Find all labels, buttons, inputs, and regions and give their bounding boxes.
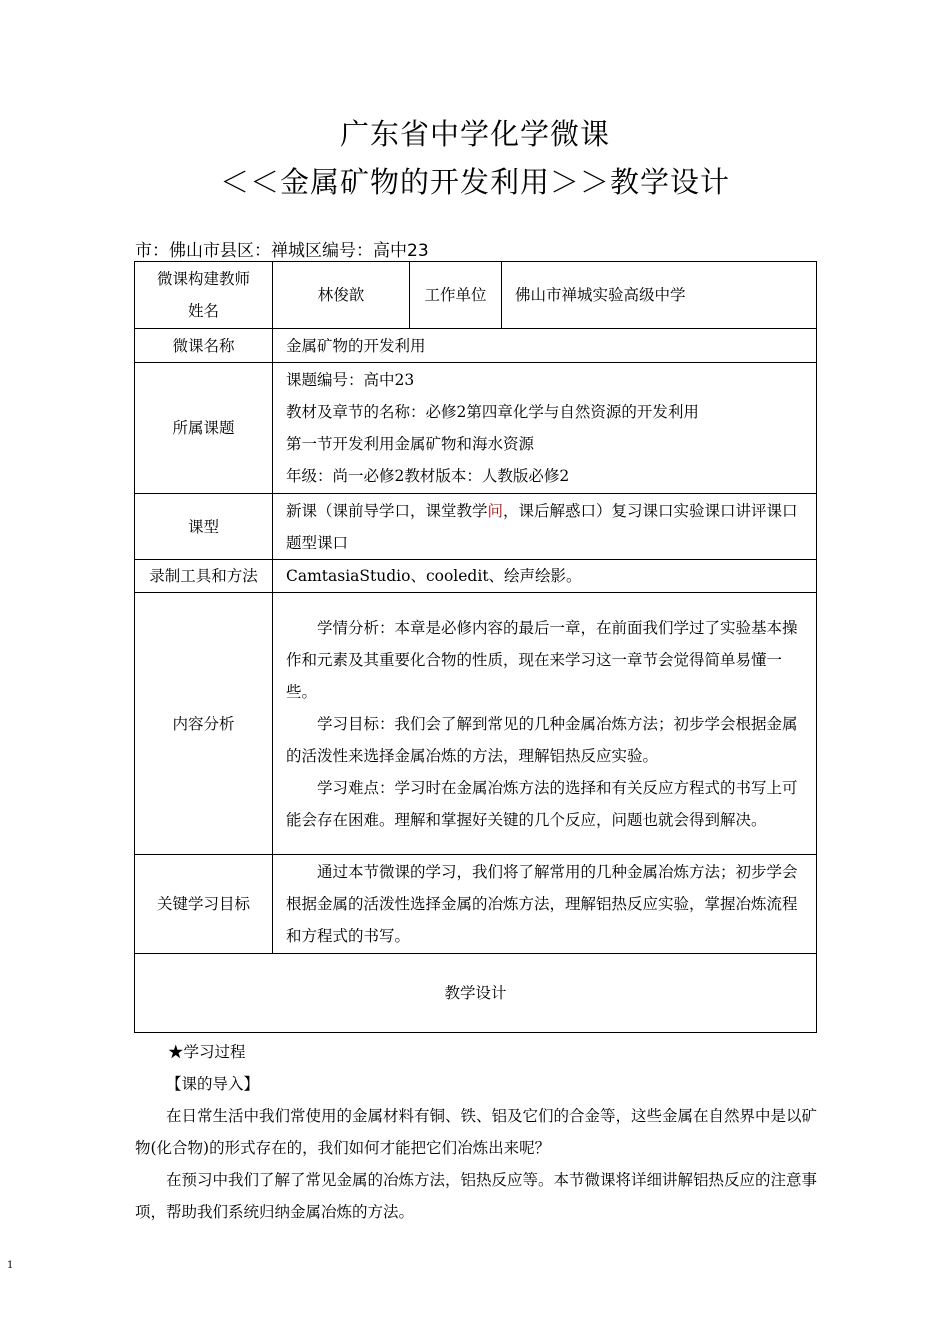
- type-text-part-1: 新课（课前导学口，课堂教学: [286, 501, 488, 520]
- page-title-line-1: 广东省中学化学微课: [339, 117, 610, 151]
- intro-paragraph: 在预习中我们了解了常见金属的冶炼方法，铝热反应等。本节微课将详细讲解铝热反应的注意事项，帮助我们系统归纳金属冶炼的方法。: [135, 1171, 818, 1221]
- unit-label: 工作单位: [410, 262, 502, 329]
- table-row: [135, 855, 817, 954]
- goal-paragraph: 通过本节微课的学习，我们将了解常用的几种金属冶炼方法；初步学会根据金属的活泼性选择金属的冶炼方法，理解铝热反应实验，掌握冶炼流程和方程式的书写。: [286, 863, 798, 945]
- topic-value: [273, 363, 817, 494]
- analysis-label: 内容分析: [135, 593, 273, 855]
- analysis-paragraph: 学情分析：本章是必修内容的最后一章，在前面我们学过了实验基本操作和元素及其重要化合物的性质，现在来学习这一章节会觉得简单易懂一些。: [286, 618, 798, 701]
- design-title: 教学设计: [135, 954, 817, 1033]
- course-name-label: 微课名称: [135, 329, 273, 363]
- topic-line: 课题编号：高中23: [286, 371, 415, 389]
- type-text-part-2: ，课后解惑口）复习课口实验课口讲评课口题型课口: [286, 501, 798, 552]
- topic-label: 所属课题: [135, 363, 273, 494]
- type-label: 课型: [135, 494, 273, 560]
- analysis-paragraph: 学习目标：我们会了解到常见的几种金属冶炼方法；初步学会根据金属的活泼性来选择金属冶炼的方法，理解铝热反应实验。: [286, 714, 798, 765]
- teacher-label-line-2: 姓名: [187, 302, 219, 320]
- teacher-name: 林俊歆: [273, 262, 410, 329]
- goal-label: 关键学习目标: [135, 855, 273, 954]
- table-row: [135, 593, 817, 855]
- process-heading: ★学习过程: [168, 1043, 246, 1061]
- course-name-value: 金属矿物的开发利用: [273, 329, 817, 363]
- table-row: [135, 329, 817, 363]
- table-row: [135, 954, 817, 1033]
- topic-line: 第一节开发利用金属矿物和海水资源: [286, 435, 535, 453]
- topic-line: 教材及章节的名称：必修2第四章化学与自然资源的开发利用: [286, 403, 699, 421]
- table-row: [135, 363, 817, 494]
- teacher-label-line-1: 微课构建教师: [156, 270, 250, 288]
- table-row: [135, 262, 817, 329]
- table-row: [135, 560, 817, 593]
- teacher-label-cell: [135, 262, 273, 329]
- unit-value: 佛山市禅城实验高级中学: [502, 262, 817, 329]
- type-text-highlight: 问: [487, 501, 504, 520]
- page-title-line-2: ＜＜金属矿物的开发利用＞＞教学设计: [219, 165, 730, 199]
- meta-line: 市：佛山市县区：禅城区编号：高中23: [135, 241, 429, 261]
- tools-value: CamtasiaStudio、cooledit、绘声绘影。: [273, 560, 817, 593]
- intro-paragraph: 在日常生活中我们常使用的金属材料有铜、铁、铝及它们的合金等，这些金属在自然界中是以矿物(化合物)的形式存在的，我们如何才能把它们冶炼出来呢？: [135, 1107, 818, 1157]
- info-table: [134, 261, 817, 1033]
- table-row: [135, 494, 817, 560]
- topic-line: 年级：尚一必修2教材版本：人教版必修2: [286, 467, 570, 485]
- intro-heading: 【课的导入】: [166, 1075, 260, 1093]
- goal-value: [273, 855, 817, 954]
- page-number: 1: [7, 1260, 14, 1271]
- after-table-content: [135, 1036, 817, 1228]
- type-value: [273, 494, 817, 560]
- tools-label: 录制工具和方法: [135, 560, 273, 593]
- analysis-value: [273, 593, 817, 855]
- analysis-paragraph: 学习难点：学习时在金属冶炼方法的选择和有关反应方程式的书写上可能会存在困难。理解和掌握好关键的几个反应，问题也就会得到解决。: [286, 778, 798, 829]
